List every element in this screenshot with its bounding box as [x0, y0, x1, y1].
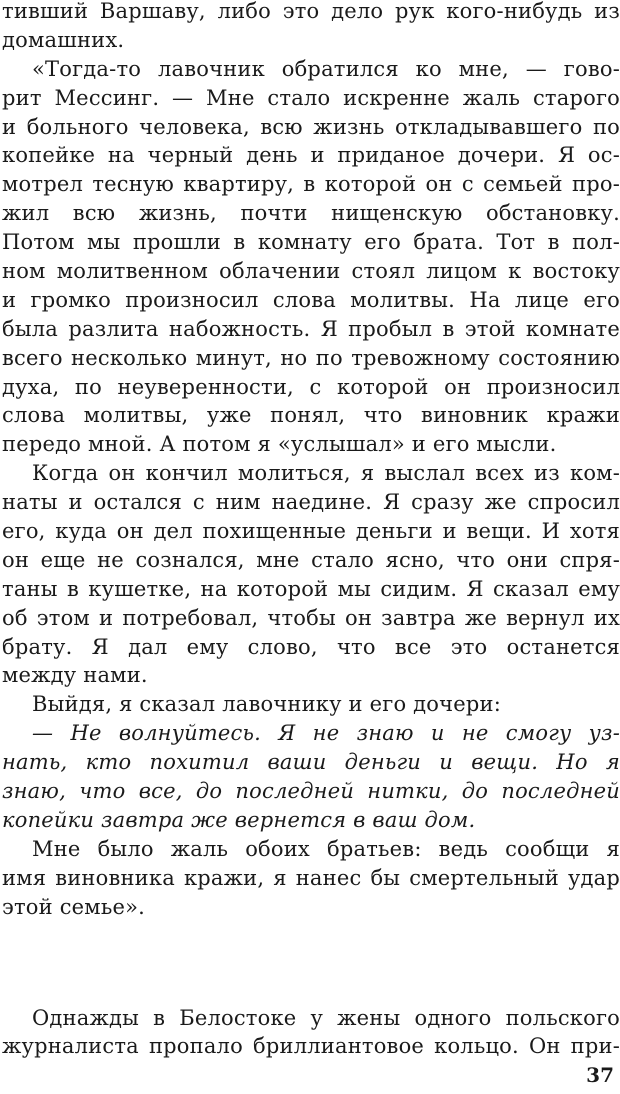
text-line: журналиста пропало бриллиантовое кольцо. Он при-	[2, 1034, 620, 1059]
text-line: этой семье».	[2, 894, 146, 919]
text-line: слова молитвы, уже понял, что виновник кражи	[2, 403, 620, 428]
text-line: всего несколько минут, но по тревожному состоянию	[2, 345, 620, 370]
text-line: передо мной. А потом я «услышал» и его мысли.	[2, 432, 557, 457]
text-line: жил всю жизнь, почти нищенскую обстановку.	[2, 201, 620, 226]
italic-text-line: знаю, что все, до последней нитки, до последней	[2, 779, 620, 804]
text-line: Когда он кончил молиться, я выслал всех из ком-	[32, 461, 620, 486]
text-line: брату. Я дал ему слово, что все это останется	[2, 634, 620, 659]
text-line: была разлита набожность. Я пробыл в этой комнате	[2, 316, 620, 341]
text-line: между нами.	[2, 663, 148, 688]
text-line: наты и остался с ним наедине. Я сразу же спросил	[2, 490, 620, 515]
text-line: Выйдя, я сказал лавочнику и его дочери:	[32, 692, 501, 717]
text-line: духа, по неуверенности, с которой он произносил	[2, 374, 620, 399]
text-line: «Тогда-то лавочник обратился ко мне, — гово-	[32, 56, 620, 81]
text-line: Потом мы прошли в комнату его брата. Тот в пол-	[2, 230, 620, 255]
body-text	[2, 0, 620, 1061]
page-number: 37	[586, 1063, 614, 1087]
text-line: Мне было жаль обоих братьев: ведь сообщи я	[32, 836, 620, 861]
text-line: рит Мессинг. — Мне стало искренне жаль старого	[2, 85, 620, 110]
text-line: Однажды в Белостоке у жены одного польского	[32, 1005, 620, 1030]
section-gap	[2, 922, 620, 1004]
text-line: таны в кушетке, на которой мы сидим. Я сказал ему	[2, 576, 620, 601]
italic-text-line: нать, кто похитил ваши деньги и вещи. Но я	[2, 750, 620, 775]
text-line: и громко произносил слова молитвы. На лице его	[2, 287, 620, 312]
text-line: домашних.	[2, 27, 125, 52]
text-line: ном молитвенном облачении стоял лицом к востоку	[2, 259, 620, 284]
text-line: об этом и потребовал, чтобы он завтра же вернул их	[2, 605, 620, 630]
text-line: мотрел тесную квартиру, в которой он с семьей про-	[2, 172, 620, 197]
italic-text-line: копейки завтра же вернется в ваш дом.	[2, 807, 476, 832]
text-line: тивший Варшаву, либо это дело рук кого-нибудь из	[2, 0, 620, 23]
text-line: он еще не сознался, мне стало ясно, что они спря-	[2, 547, 620, 572]
italic-text-line: — Не волнуйтесь. Я не знаю и не смогу уз-	[32, 721, 620, 746]
text-line: копейке на черный день и приданое дочери. Я ос-	[2, 143, 620, 168]
text-line: имя виновника кражи, я нанес бы смертельный удар	[2, 865, 620, 890]
text-line: и больного человека, всю жизнь откладывавшего по	[2, 114, 620, 139]
text-line: его, куда он дел похищенные деньги и вещи. И хотя	[2, 519, 620, 544]
